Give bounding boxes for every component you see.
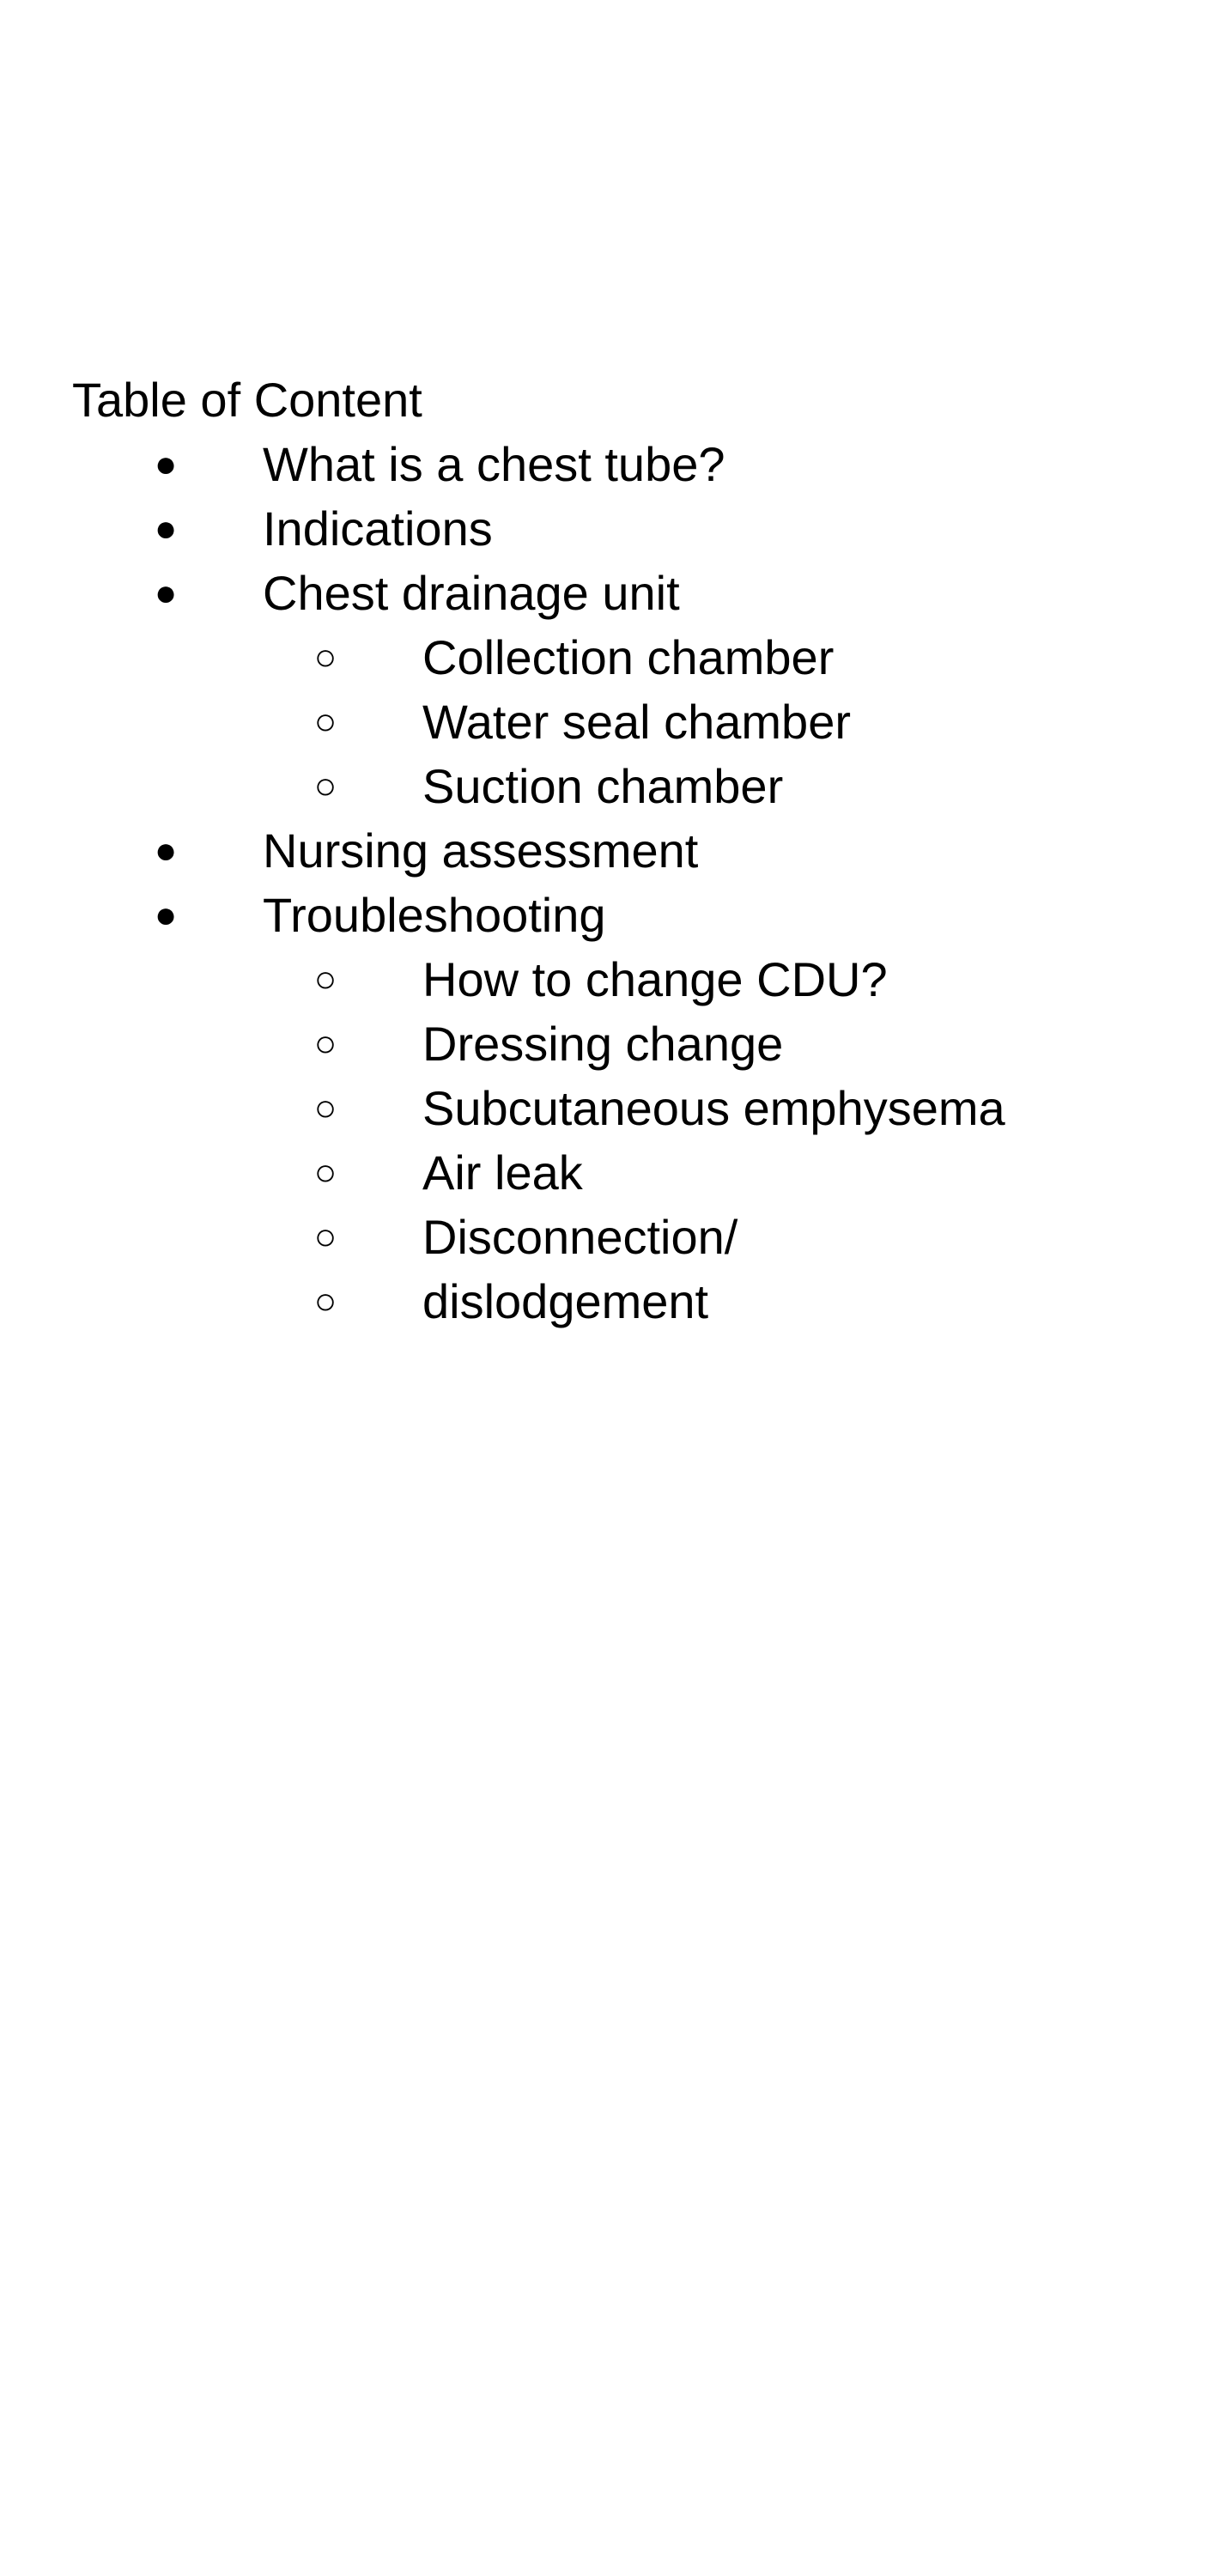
toc-item-label: Collection chamber [422, 630, 835, 684]
toc-subitem-how-to-change-cdu [72, 947, 1188, 1012]
toc-subitem-suction-chamber [72, 754, 1188, 818]
toc-subitem-air-leak [72, 1140, 1188, 1205]
bullet-hollow-icon: ○ [313, 1087, 337, 1129]
bullet-filled-icon: ● [154, 443, 178, 485]
toc-title: Table of Content [72, 373, 422, 427]
bullet-hollow-icon: ○ [313, 701, 337, 743]
bullet-filled-icon: ● [154, 829, 178, 872]
document-body [72, 368, 1188, 1334]
toc-subitem-collection-chamber [72, 625, 1188, 690]
toc-item-label: Subcutaneous emphysema [422, 1081, 1005, 1135]
toc-item-label: Chest drainage unit [263, 566, 680, 620]
bullet-hollow-icon: ○ [313, 1216, 337, 1258]
toc-subitem-subcutaneous-emphysema [72, 1076, 1188, 1140]
toc-list [72, 432, 1188, 1334]
toc-item-label: Air leak [422, 1145, 583, 1200]
toc-item-label: How to change CDU? [422, 952, 888, 1006]
toc-subitem-dislodgement [72, 1269, 1188, 1334]
toc-item-label: dislodgement [422, 1274, 709, 1328]
toc-subitem-disconnection [72, 1205, 1188, 1269]
bullet-filled-icon: ● [154, 894, 178, 936]
toc-item-troubleshooting [72, 883, 1188, 947]
toc-item-label: Water seal chamber [422, 695, 851, 749]
bullet-filled-icon: ● [154, 507, 178, 550]
bullet-hollow-icon: ○ [313, 636, 337, 678]
toc-item-chest-drainage-unit [72, 561, 1188, 625]
toc-item-nursing-assessment [72, 818, 1188, 883]
bullet-hollow-icon: ○ [313, 1151, 337, 1194]
toc-subitem-water-seal-chamber [72, 690, 1188, 754]
toc-item-label: Suction chamber [422, 759, 784, 813]
toc-item-label: Troubleshooting [263, 888, 606, 942]
toc-subitem-dressing-change [72, 1012, 1188, 1076]
toc-item-label: Nursing assessment [263, 823, 699, 878]
bullet-hollow-icon: ○ [313, 1280, 337, 1322]
toc-item-what-is-a-chest-tube [72, 432, 1188, 496]
bullet-filled-icon: ● [154, 572, 178, 614]
toc-item-indications [72, 496, 1188, 561]
toc-item-label: Disconnection/ [422, 1210, 738, 1264]
bullet-hollow-icon: ○ [313, 765, 337, 807]
toc-item-label: What is a chest tube? [263, 437, 725, 491]
toc-item-label: Dressing change [422, 1017, 784, 1071]
toc-item-label: Indications [263, 501, 493, 556]
bullet-hollow-icon: ○ [313, 958, 337, 1000]
bullet-hollow-icon: ○ [313, 1023, 337, 1065]
